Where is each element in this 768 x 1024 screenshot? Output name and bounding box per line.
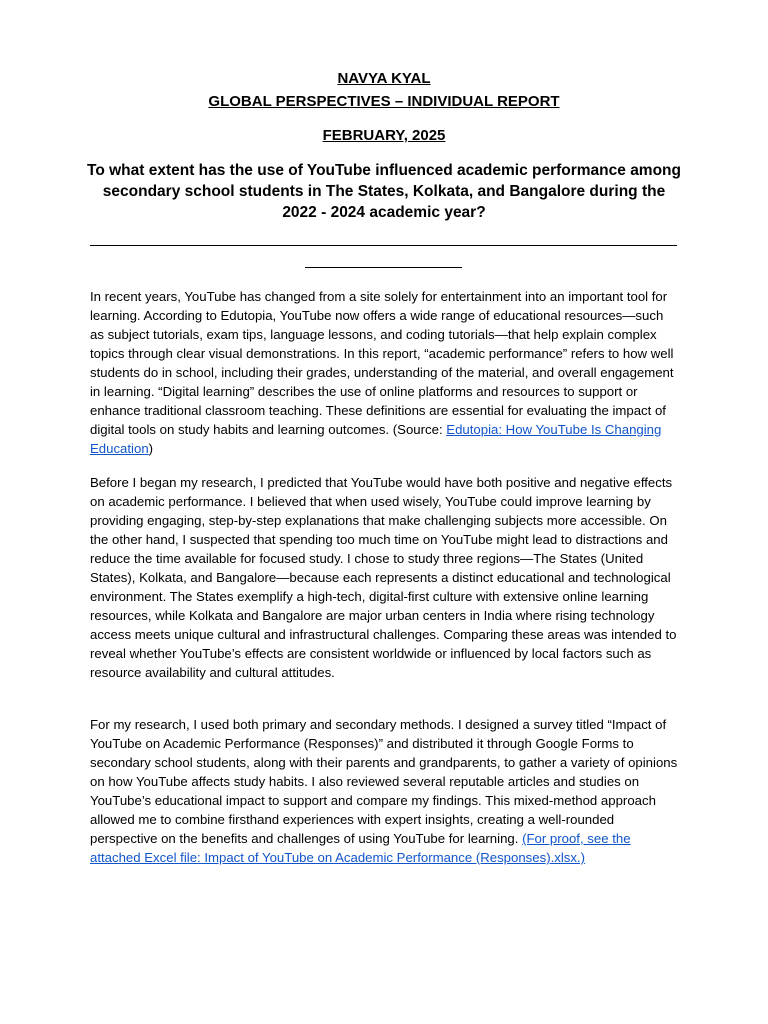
edutopia-source-link[interactable]: Edutopia: How YouTube Is Changing Education [90,422,662,456]
paragraph-prediction [90,473,680,682]
excel-file-link[interactable]: (For proof, see the attached Excel file: Impact of YouTube on Academic Performance (Responses).xlsx.) [90,831,631,865]
author-name: NAVYA KYAL [337,70,431,87]
report-date: FEBRUARY, 2025 [322,127,446,144]
paragraph-text: In recent years, YouTube has changed from a site solely for entertainment into an important tool for learning. According to Edutopia, YouTube now offers a wide range of educational resources—such as subject tutorials, exam tips, language lessons, and coding tutorials—that help explain complex topics through clear visual demonstrations. In this report, “academic performance” refers to how well students do in school, including their grades, understanding of the material, and overall engagement in learning. “Digital learning” describes the use of online platforms and resources to support or enhance traditional classroom teaching. These definitions are essential for evaluating the impact of digital tools on study habits and learning outcomes. (Source: [90,289,674,437]
paragraph-text: For my research, I used both primary and secondary methods. I designed a survey titled “Impact of YouTube on Academic Performance (Responses)” and distributed it through Google Forms to secondary school students, along with their parents and grandparents, to gather a variety of opinions on how YouTube affects study habits. I also reviewed several reputable articles and studies on YouTube’s educational impact to support and compare my findings. This mixed-method approach allowed me to combine firsthand experiences with expert insights, creating a well-rounded perspective on the benefits and challenges of using YouTube for learning. [90,717,678,846]
divider-line-short [305,267,462,268]
paragraph-text: Before I began my research, I predicted that YouTube would have both positive and negative effects on academic performance. I believed that when used wisely, YouTube could improve learning by providing engaging, step-by-step explanations that make challenging subjects more accessible. On the other hand, I suspected that spending too much time on YouTube might lead to distractions and reduce the time available for focused study. I chose to study three regions—The States (United States), Kolkata, and Bangalore—because each represents a distinct educational and technological environment. The States exemplify a high-tech, digital-first culture with extensive online learning resources, while Kolkata and Bangalore are major urban centers in India where rising technology access meets unique cultural and infrastructural challenges. Comparing these areas was intended to reveal whether YouTube’s effects are consistent worldwide or influenced by local factors such as resource availability and cultural attitudes. [90,475,677,680]
paragraph-closing: ) [148,441,154,456]
divider-line [90,245,677,246]
report-title: GLOBAL PERSPECTIVES – INDIVIDUAL REPORT [208,93,560,110]
paragraph-methods [90,715,680,867]
paragraph-introduction [90,287,680,458]
research-question: To what extent has the use of YouTube influenced academic performance among secondary school students in The States, Kolkata, and Bangalore during the 2022 - 2024 academic year? [87,162,681,221]
